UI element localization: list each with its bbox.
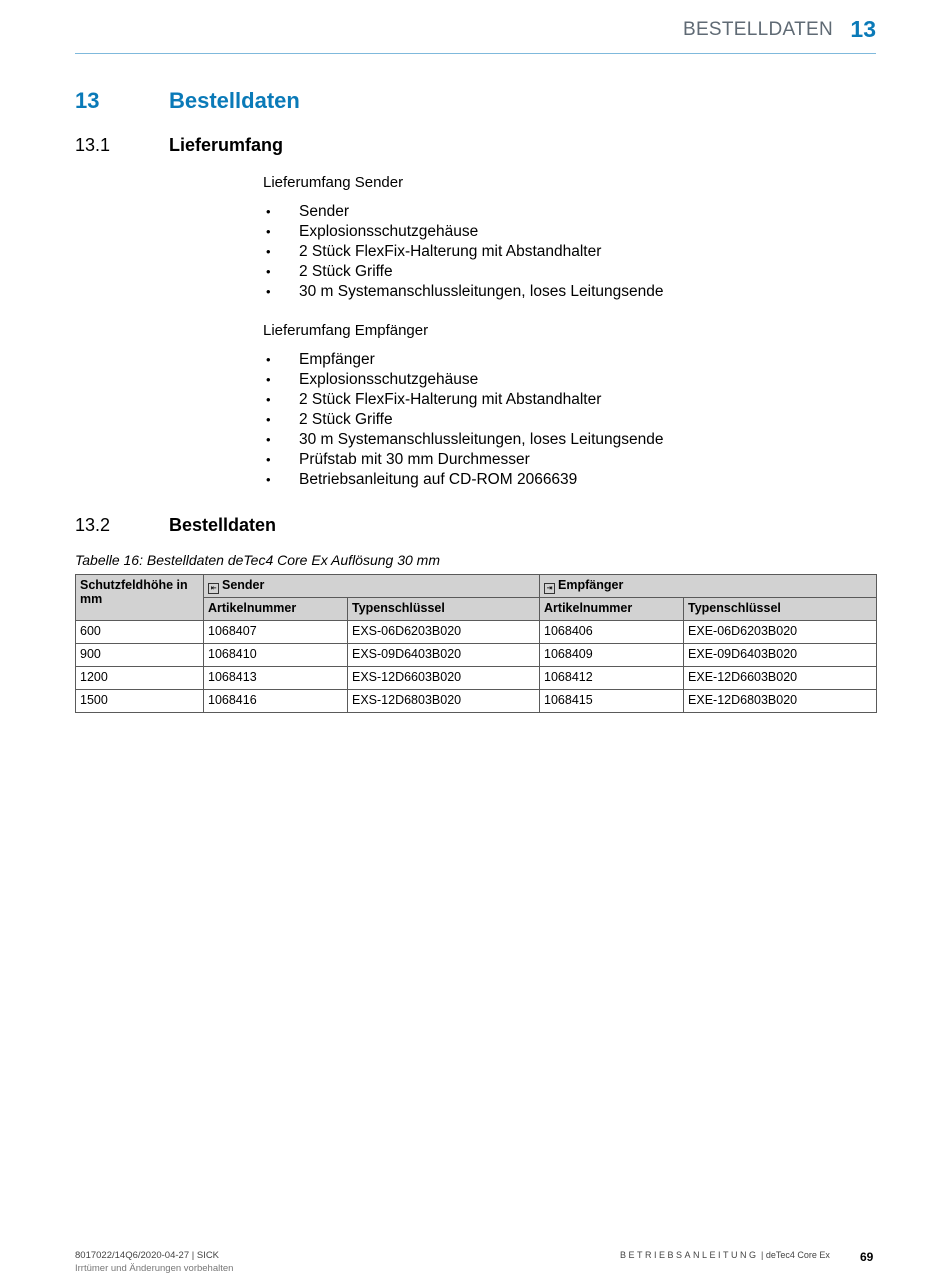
receiver-icon: ⇥: [544, 583, 555, 594]
list-item: • 2 Stück FlexFix-Halterung mit Abstandhalter: [263, 242, 663, 262]
cell-receiver-type: EXE-06D6203B020: [684, 621, 877, 644]
running-header-chapter-number: 13: [850, 16, 876, 42]
receiver-scope-title: Lieferumfang Empfänger: [263, 322, 429, 339]
list-item: • Sender: [263, 202, 663, 222]
cell-height: 1200: [76, 667, 204, 690]
chapter-number: 13: [75, 88, 100, 113]
sender-scope-title: Lieferumfang Sender: [263, 174, 404, 191]
col-header-receiver-type: Typenschlüssel: [684, 598, 877, 621]
list-item: • Explosionsschutzgehäuse: [263, 222, 663, 242]
list-item: • 2 Stück Griffe: [263, 262, 663, 282]
section-2-title: Bestelldaten: [169, 515, 277, 535]
sender-icon: ⇤: [208, 583, 219, 594]
list-item: • Prüfstab mit 30 mm Durchmesser: [263, 450, 663, 470]
cell-sender-article: 1068407: [204, 621, 348, 644]
running-header-title: BESTELLDATEN: [682, 19, 833, 40]
footer-document-id: 8017022/14Q6/2020-04-27 | SICK: [75, 1250, 220, 1261]
table-row: [76, 690, 877, 713]
receiver-scope-list: [263, 350, 663, 490]
col-header-protective-field-height: Schutzfeldhöhe in mm: [76, 575, 204, 621]
cell-receiver-article: 1068406: [540, 621, 684, 644]
cell-sender-type: EXS-06D6203B020: [348, 621, 540, 644]
cell-sender-type: EXS-12D6603B020: [348, 667, 540, 690]
list-item: • Betriebsanleitung auf CD-ROM 2066639: [263, 470, 663, 490]
footer-product-name: deTec4 Core Ex: [765, 1250, 830, 1260]
cell-sender-article: 1068413: [204, 667, 348, 690]
footer-doc-type-label: BETRIEBSANLEITUNG: [620, 1250, 759, 1260]
chapter-title: Bestelldaten: [169, 88, 300, 113]
sender-scope-list: [263, 202, 663, 302]
list-item: • 30 m Systemanschlussleitungen, loses Leitungsende: [263, 430, 663, 450]
cell-height: 600: [76, 621, 204, 644]
list-item: • 2 Stück FlexFix-Halterung mit Abstandhalter: [263, 390, 663, 410]
section-1-title: Lieferumfang: [169, 135, 284, 155]
footer-document-type: BETRIEBSANLEITUNG | deTec4 Core Ex: [620, 1250, 830, 1260]
col-header-sender-article: Artikelnummer: [204, 598, 348, 621]
cell-height: 1500: [76, 690, 204, 713]
col-header-sender-type: Typenschlüssel: [348, 598, 540, 621]
cell-receiver-type: EXE-12D6603B020: [684, 667, 877, 690]
order-data-table: [75, 574, 877, 713]
cell-receiver-article: 1068415: [540, 690, 684, 713]
table-row: [76, 667, 877, 690]
list-item: • 2 Stück Griffe: [263, 410, 663, 430]
col-group-receiver: [540, 575, 877, 598]
cell-receiver-type: EXE-09D6403B020: [684, 644, 877, 667]
cell-receiver-article: 1068409: [540, 644, 684, 667]
table-row: [76, 621, 877, 644]
col-group-receiver-label: Empfänger: [558, 578, 624, 592]
header-divider: [75, 53, 876, 54]
cell-height: 900: [76, 644, 204, 667]
cell-receiver-type: EXE-12D6803B020: [684, 690, 877, 713]
table-caption: Tabelle 16: Bestelldaten deTec4 Core Ex Auflösung 30 mm: [75, 552, 441, 568]
table-row: [76, 644, 877, 667]
list-item: • Explosionsschutzgehäuse: [263, 370, 663, 390]
section-1-number: 13.1: [75, 135, 111, 155]
cell-sender-article: 1068410: [204, 644, 348, 667]
list-item: • 30 m Systemanschlussleitungen, loses Leitungsende: [263, 282, 663, 302]
page-number: 69: [860, 1250, 874, 1264]
table-header-row: [76, 575, 877, 598]
cell-sender-article: 1068416: [204, 690, 348, 713]
list-item: • Empfänger: [263, 350, 663, 370]
cell-receiver-article: 1068412: [540, 667, 684, 690]
col-header-receiver-article: Artikelnummer: [540, 598, 684, 621]
cell-sender-type: EXS-12D6803B020: [348, 690, 540, 713]
footer-disclaimer: Irrtümer und Änderungen vorbehalten: [75, 1263, 234, 1274]
col-group-sender-label: Sender: [222, 578, 265, 592]
col-group-sender: [204, 575, 540, 598]
section-2-number: 13.2: [75, 515, 111, 535]
cell-sender-type: EXS-09D6403B020: [348, 644, 540, 667]
